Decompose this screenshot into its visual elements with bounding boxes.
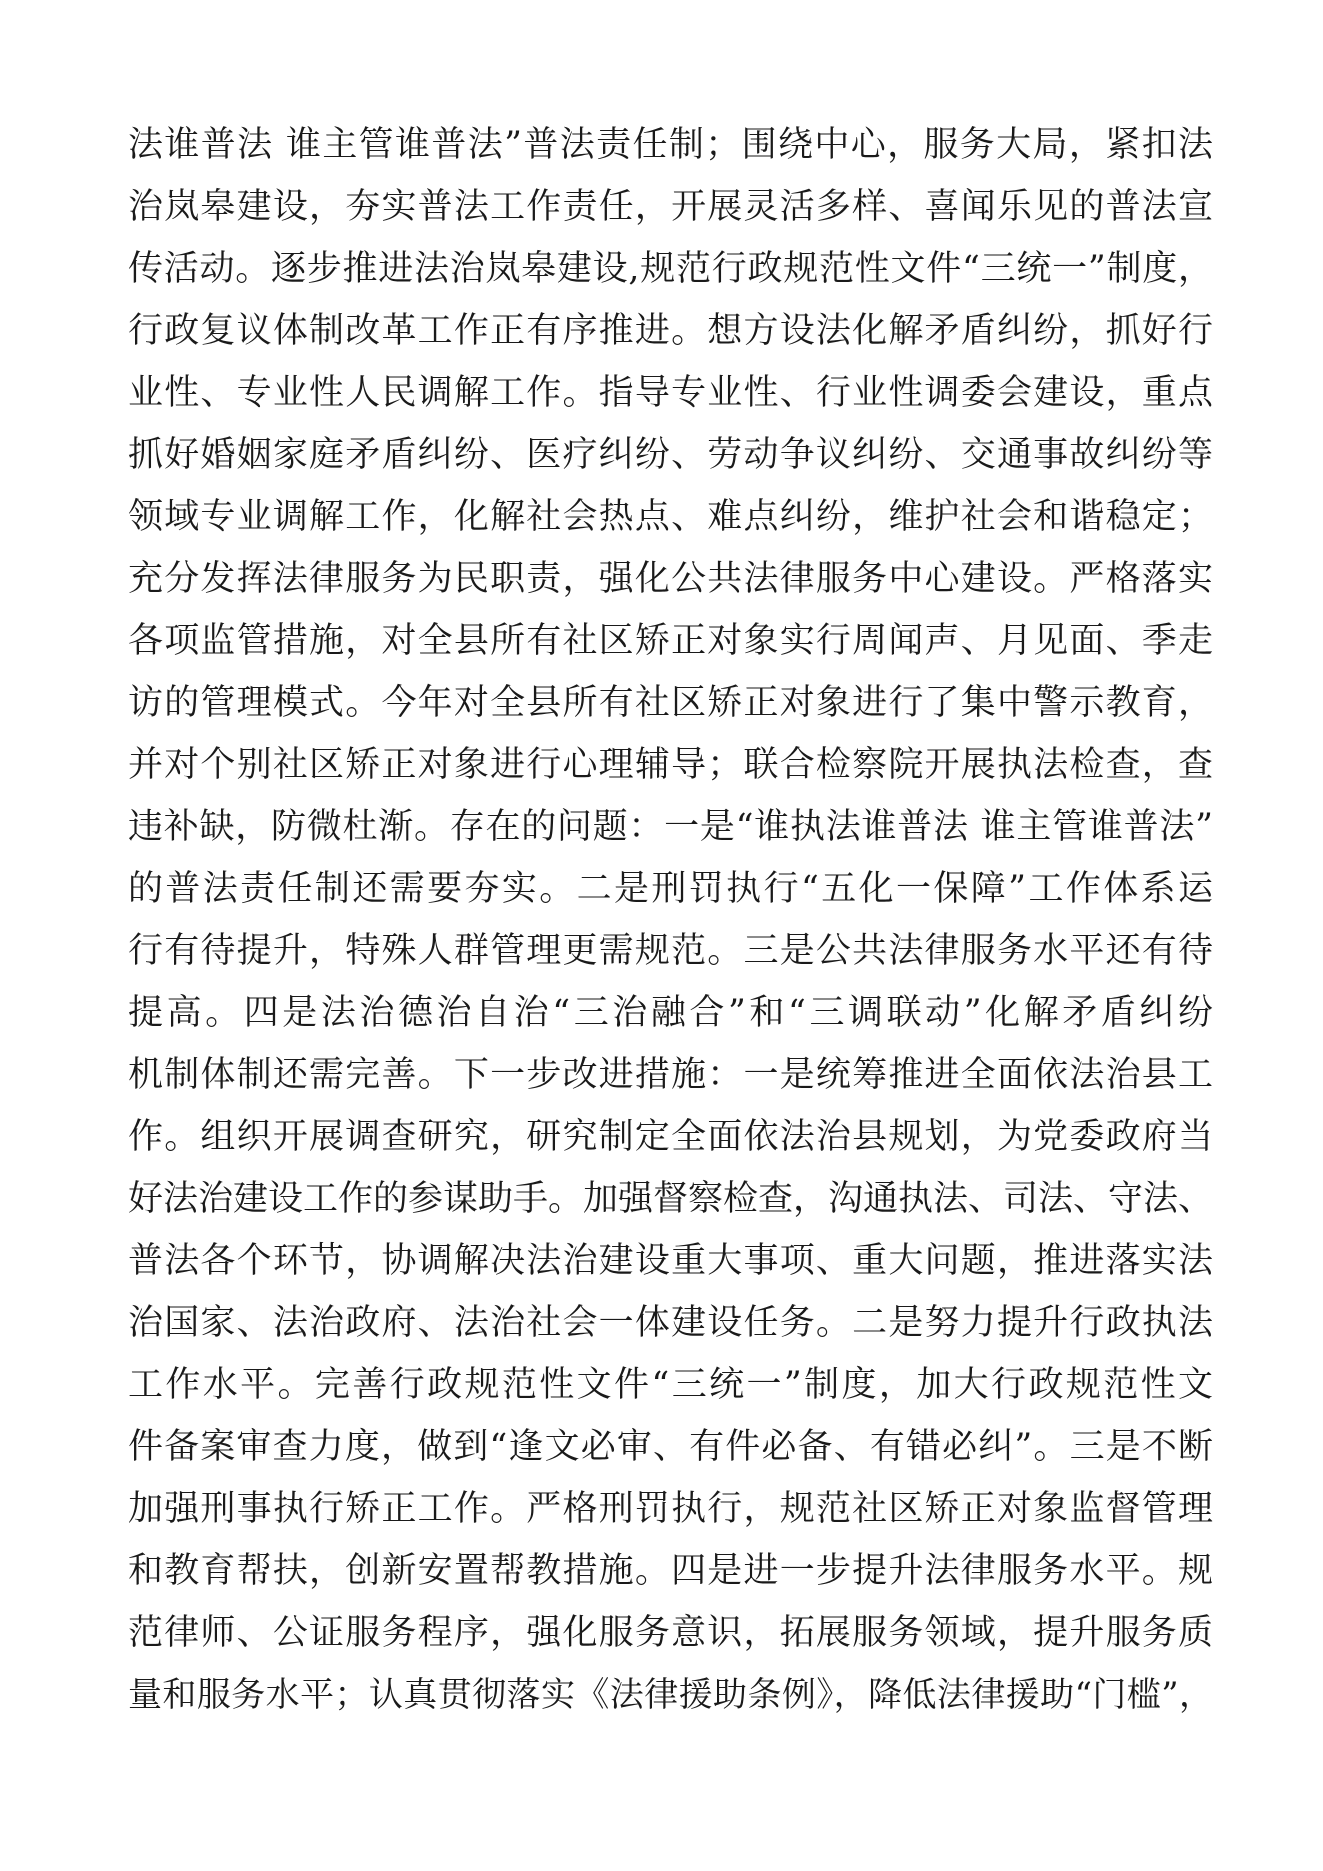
text-line: 好法治建设工作的参谋助手。加强督察检查，沟通执法、司法、守法、: [128, 1179, 1214, 1219]
text-line: 行有待提升，特殊人群管理更需规范。三是公共法律服务水平还有待: [128, 931, 1213, 971]
text-line: 治岚皋建设，夯实普法工作责任，开展灵活多样、喜闻乐见的普法宣: [128, 187, 1213, 227]
text-line: 机制体制还需完善。下一步改进措施：一是统筹推进全面依法治县工: [128, 1055, 1213, 1095]
text-line: 违补缺，防微杜渐。存在的问题：一是“谁执法谁普法 谁主管谁普法”: [128, 807, 1213, 847]
text-line: 件备案审查力度，做到“逢文必审、有件必备、有错必纠”。三是不断: [128, 1427, 1213, 1467]
text-line: 普法各个环节，协调解决法治建设重大事项、重大问题，推进落实法: [128, 1241, 1213, 1281]
text-line: 的普法责任制还需要夯实。二是刑罚执行“五化一保障”工作体系运: [128, 869, 1213, 909]
text-line: 充分发挥法律服务为民职责，强化公共法律服务中心建设。严格落实: [128, 559, 1213, 599]
text-line: 并对个别社区矫正对象进行心理辅导；联合检察院开展执法检查，查: [128, 745, 1213, 785]
text-line: 法谁普法 谁主管谁普法”普法责任制；围绕中心，服务大局，紧扣法: [128, 125, 1213, 165]
text-line: 抓好婚姻家庭矛盾纠纷、医疗纠纷、劳动争议纠纷、交通事故纠纷等: [128, 435, 1213, 475]
text-line: 访的管理模式。今年对全县所有社区矫正对象进行了集中警示教育，: [128, 683, 1213, 723]
text-line: 范律师、公证服务程序，强化服务意识，拓展服务领域，提升服务质: [128, 1613, 1213, 1653]
text-line: 业性、专业性人民调解工作。指导专业性、行业性调委会建设，重点: [128, 373, 1213, 413]
text-line: 提高。四是法治德治自治“三治融合”和“三调联动”化解矛盾纠纷: [128, 993, 1213, 1033]
text-line: 和教育帮扶，创新安置帮教措施。四是进一步提升法律服务水平。规: [128, 1551, 1213, 1591]
text-line: 工作水平。完善行政规范性文件“三统一”制度，加大行政规范性文: [128, 1365, 1213, 1405]
text-line: 传活动。逐步推进法治岚皋建设,规范行政规范性文件“三统一”制度，: [128, 249, 1213, 289]
text-line: 量和服务水平；认真贯彻落实《法律援助条例》，降低法律援助“门槛”，: [128, 1675, 1213, 1715]
text-line: 领域专业调解工作，化解社会热点、难点纠纷，维护社会和谐稳定；: [128, 497, 1213, 537]
body-text: [128, 114, 1213, 1726]
text-line: 加强刑事执行矫正工作。严格刑罚执行，规范社区矫正对象监督管理: [128, 1489, 1213, 1529]
text-line: 作。组织开展调查研究，研究制定全面依法治县规划，为党委政府当: [128, 1117, 1213, 1157]
text-line: 治国家、法治政府、法治社会一体建设任务。二是努力提升行政执法: [128, 1303, 1213, 1343]
text-line: 行政复议体制改革工作正有序推进。想方设法化解矛盾纠纷，抓好行: [128, 311, 1213, 351]
text-line: 各项监管措施，对全县所有社区矫正对象实行周闻声、月见面、季走: [128, 621, 1213, 661]
